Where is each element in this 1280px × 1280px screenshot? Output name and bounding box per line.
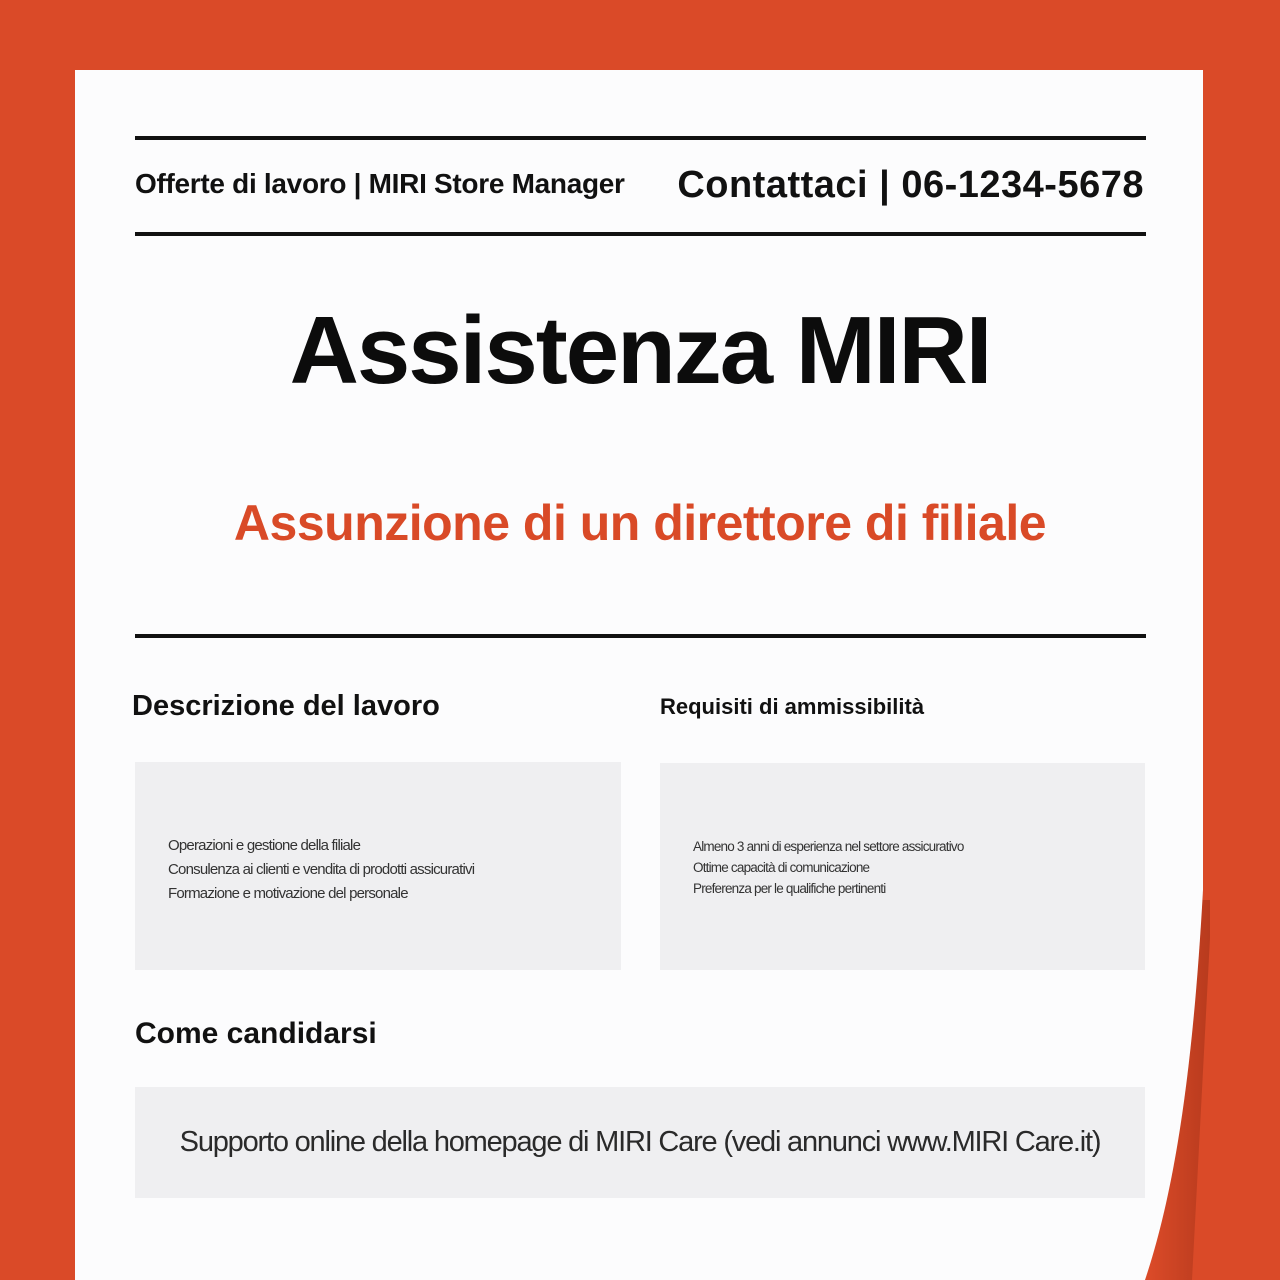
divider-top: [135, 136, 1146, 140]
requirements-heading: Requisiti di ammissibilità: [660, 694, 925, 719]
apply-text: Supporto online della homepage di MIRI Care (vedi annunci www.MIRI Care.it): [179, 1126, 1101, 1158]
page-title: Assistenza MIRI: [289, 297, 991, 404]
page-subtitle: Assunzione di un direttore di filiale: [233, 495, 1047, 551]
job-description-item: Formazione e motivazione del personale: [168, 885, 408, 902]
header-contact: Contattaci | 06-1234-5678: [677, 164, 1144, 206]
requirement-item: Ottime capacità di comunicazione: [693, 860, 870, 875]
job-description-box: [135, 762, 621, 970]
requirement-item: Almeno 3 anni di esperienza nel settore assicurativo: [693, 839, 964, 854]
divider-middle: [135, 634, 1146, 638]
divider-header: [135, 232, 1146, 236]
job-description-heading: Descrizione del lavoro: [132, 690, 440, 722]
requirement-item: Preferenza per le qualifiche pertinenti: [693, 881, 886, 896]
requirements-box: [660, 763, 1145, 970]
header-job-offer: Offerte di lavoro | MIRI Store Manager: [135, 168, 625, 199]
job-description-item: Operazioni e gestione della filiale: [168, 837, 361, 854]
apply-heading: Come candidarsi: [135, 1017, 377, 1050]
job-description-item: Consulenza ai clienti e vendita di prodotti assicurativi: [168, 861, 475, 878]
apply-box: [135, 1087, 1145, 1198]
